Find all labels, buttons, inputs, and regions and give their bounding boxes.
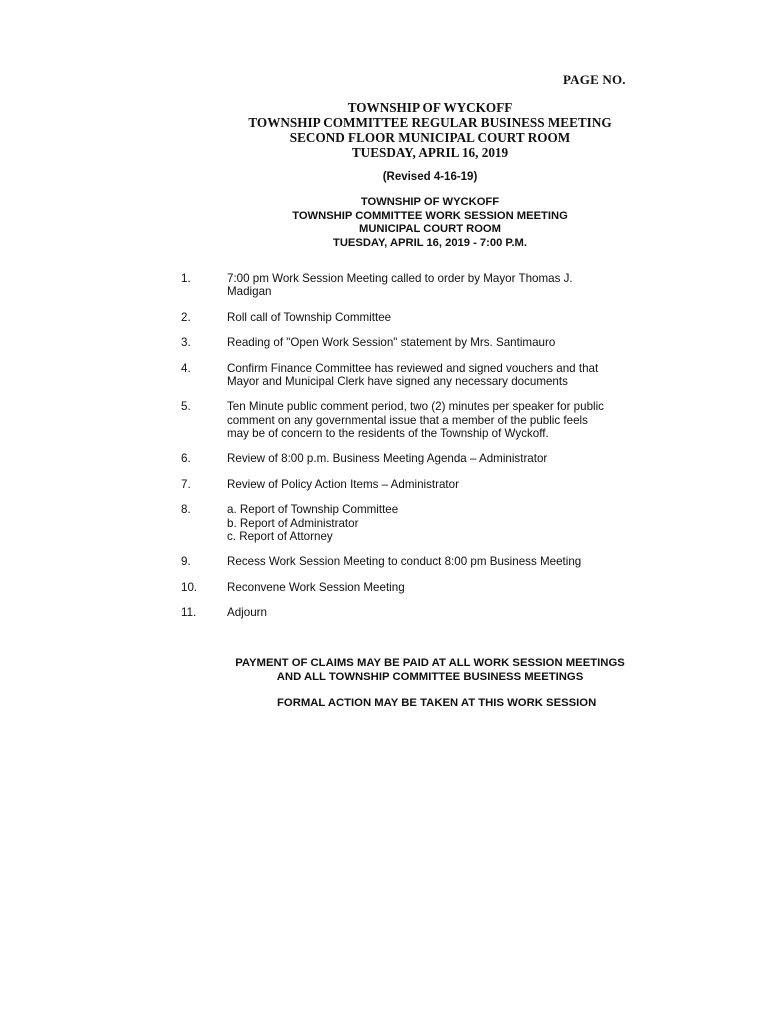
agenda-item-number: 11. xyxy=(181,606,197,620)
work-session-line-location: MUNICIPAL COURT ROOM xyxy=(359,223,501,235)
agenda-item-number: 10. xyxy=(181,580,198,594)
agenda-item-line: Reading of "Open Work Session" statement by Mrs. Santimauro xyxy=(227,336,556,350)
agenda-item-line: Mayor and Municipal Clerk have signed any necessary documents xyxy=(227,374,568,388)
agenda-item-number: 5. xyxy=(181,400,191,414)
work-session-line-township: TOWNSHIP OF WYCKOFF xyxy=(360,196,500,208)
revised-date: (Revised 4-16-19) xyxy=(382,171,478,183)
agenda-item-number: 3. xyxy=(181,336,191,350)
header-line-date: TUESDAY, APRIL 16, 2019 xyxy=(351,145,509,160)
agenda-item-line: Reconvene Work Session Meeting xyxy=(227,580,405,594)
agenda-item-line: a. Report of Township Committee xyxy=(227,503,399,517)
agenda-item-line: Review of 8:00 p.m. Business Meeting Agenda – Administrator xyxy=(227,452,548,466)
work-session-header xyxy=(0,196,770,250)
agenda-item-line: Ten Minute public comment period, two (2) minutes per speaker for public xyxy=(227,400,604,414)
agenda-item xyxy=(181,555,681,568)
agenda-item xyxy=(181,400,681,440)
agenda-item-text xyxy=(227,362,681,388)
header-line-meeting-type: TOWNSHIP COMMITTEE REGULAR BUSINESS MEETING xyxy=(248,115,612,130)
agenda-item xyxy=(181,478,681,491)
agenda-item-text xyxy=(227,606,681,619)
agenda-item-line: 7:00 pm Work Session Meeting called to order by Mayor Thomas J. xyxy=(227,272,573,285)
agenda-item-line: Confirm Finance Committee has reviewed and signed vouchers and that xyxy=(227,361,599,375)
agenda-item-line: Recess Work Session Meeting to conduct 8:00 pm Business Meeting xyxy=(227,555,582,569)
agenda-item-number: 8. xyxy=(181,503,191,517)
agenda-item xyxy=(181,606,681,619)
payment-of-claims-notice xyxy=(0,657,770,684)
formal-action-notice: FORMAL ACTION MAY BE TAKEN AT THIS WORK SESSION xyxy=(277,697,597,709)
agenda-item-text xyxy=(227,555,681,568)
header-line-location: SECOND FLOOR MUNICIPAL COURT ROOM xyxy=(289,130,571,145)
work-session-line-meeting-type: TOWNSHIP COMMITTEE WORK SESSION MEETING xyxy=(292,209,568,222)
claims-notice-line-2: AND ALL TOWNSHIP COMMITTEE BUSINESS MEETINGS xyxy=(276,670,584,683)
agenda-item-line: comment on any governmental issue that a member of the public feels xyxy=(227,413,588,427)
agenda-item-line: c. Report of Attorney xyxy=(227,529,333,543)
agenda-item-number: 7. xyxy=(181,477,191,491)
agenda-item-line: Adjourn xyxy=(227,606,267,620)
agenda-item-text xyxy=(227,452,681,465)
claims-notice-line-1: PAYMENT OF CLAIMS MAY BE PAID AT ALL WORK SESSION MEETINGS xyxy=(235,657,625,669)
agenda-item-number: 9. xyxy=(181,555,191,569)
agenda-item-line: Roll call of Township Committee xyxy=(227,310,392,324)
page-number-label: PAGE NO. xyxy=(563,72,626,87)
agenda-item-number: 6. xyxy=(181,452,191,466)
header-line-township: TOWNSHIP OF WYCKOFF xyxy=(347,100,513,115)
business-meeting-header xyxy=(0,100,770,160)
agenda-item-number: 2. xyxy=(181,310,191,324)
agenda-item xyxy=(181,272,681,298)
agenda-item xyxy=(181,311,681,324)
agenda-item-text xyxy=(227,311,681,324)
agenda-item xyxy=(181,362,681,388)
agenda-item-line: may be of concern to the residents of the Township of Wyckoff. xyxy=(227,426,549,440)
agenda-item-text xyxy=(227,478,681,491)
agenda-item-text xyxy=(227,272,681,298)
agenda-item xyxy=(181,503,681,543)
agenda-item xyxy=(181,336,681,349)
agenda-item-text xyxy=(227,503,681,543)
agenda-item-text xyxy=(227,400,681,440)
work-session-line-date-time: TUESDAY, APRIL 16, 2019 - 7:00 P.M. xyxy=(332,236,527,249)
agenda-item-line: Review of Policy Action Items – Administrator xyxy=(227,477,459,491)
agenda-item xyxy=(181,581,681,594)
agenda-item-number: 1. xyxy=(181,272,191,285)
agenda-item-line: b. Report of Administrator xyxy=(227,516,359,530)
agenda-item-number: 4. xyxy=(181,361,191,375)
agenda-item-line: Madigan xyxy=(227,285,272,299)
agenda-item xyxy=(181,452,681,465)
agenda-item-text xyxy=(227,581,681,594)
agenda-item-text xyxy=(227,336,681,349)
agenda-list xyxy=(181,272,681,632)
